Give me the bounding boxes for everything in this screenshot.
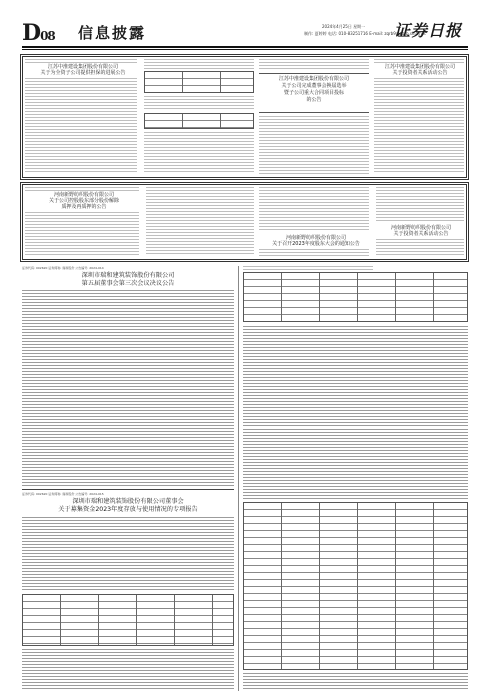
top-table-column: [144, 59, 256, 175]
editor-line: 制作: 夏婷婷 电话: 010-83251716 E-mail: zqrb9@zqrb.sina.net: [304, 31, 426, 36]
top-middle-announcement: [259, 59, 371, 175]
second-title-2: 关于公司控股股东部分股份解除: [48, 198, 119, 204]
middle-title-2: 关于公司完成董事会换届选举: [281, 83, 347, 89]
report-title-2: 关于募集资金2023年度存放与使用情况的专项报告: [58, 506, 198, 513]
second-col-2: [146, 187, 256, 257]
code-line-1: 证券代码: 002620 证券简称: 瑞和股份 公告编号: 2024-014: [22, 266, 104, 270]
top-right-announcement: [374, 59, 466, 175]
second-code-line: [25, 187, 139, 191]
middle-title-4: 的公告: [306, 97, 322, 103]
masthead-rule: [22, 46, 468, 48]
right-table-caption: [243, 266, 373, 270]
main-right-content: [243, 266, 468, 691]
second-announcement-block: [20, 182, 469, 262]
middle-intro: [259, 59, 369, 71]
second-right-intro: [376, 187, 464, 221]
fund-usage-table: [22, 594, 234, 646]
date-line: 2024年4月25日 星期一: [322, 24, 366, 29]
report-title-1: 深圳市瑞和建筑装饰股份有限公司董事会: [72, 498, 184, 505]
announcement-title-2: 关于为全资子公司提供担保的进展公告: [40, 70, 126, 76]
right-body-2: [243, 429, 468, 499]
second-title-3: 质押及再质押的公告: [61, 204, 107, 210]
second-right-title-1: 河南新野纺织股份有限公司: [390, 225, 451, 231]
top-left-announcement: [25, 59, 141, 175]
second-right-title-2: 关于投资者关系活动公告: [393, 231, 449, 237]
table-notes: [144, 96, 254, 110]
second-middle-title-1: 河南新野纺织股份有限公司: [285, 235, 346, 241]
code-line-2: 证券代码: 002620 证券简称: 瑞和股份 公告编号: 2024-015: [22, 492, 104, 496]
announcement-title-1: 江苏中淮建设集团股份有限公司: [47, 64, 118, 70]
second-right-announcement: [376, 187, 466, 257]
second-left-body: [25, 212, 139, 256]
right-body: [374, 78, 464, 173]
announcement-body: [25, 78, 137, 173]
second-title-1: 河南新野纺织股份有限公司: [53, 192, 114, 198]
report-body-2: [22, 649, 234, 689]
section-title: 信息披露: [78, 24, 147, 42]
code-line: [25, 59, 137, 63]
masthead-rule-thin: [22, 49, 468, 50]
main-left-announcement: [22, 266, 234, 691]
guarantee-table-2: [144, 113, 254, 129]
middle-title-block: [259, 73, 369, 113]
fund-usage-comparison-table: [243, 502, 468, 670]
second-middle-title-2: 关于召开2023年度股东大会的通知公告: [272, 241, 360, 247]
middle-title-1: 江苏中淮建设集团股份有限公司: [278, 76, 349, 82]
middle-title-3: 暨子公司重大合同项目投标: [283, 90, 344, 96]
table-intro: [144, 59, 254, 69]
top-announcement-block: [20, 54, 469, 180]
second-col-2-body: [146, 187, 254, 255]
page-number: D08: [22, 20, 55, 46]
second-middle-announcement: [259, 187, 373, 257]
report-body: [22, 517, 234, 591]
guarantee-table: [144, 71, 254, 93]
newspaper-logo: 证券日报: [393, 21, 462, 40]
second-middle-body: [259, 187, 369, 231]
right-body-1: [243, 326, 468, 426]
middle-body: [259, 116, 369, 174]
main-title-1: 深圳市瑞和建筑装饰股份有限公司: [81, 272, 175, 279]
section-divider: [22, 489, 234, 490]
right-title-1: 江苏中淮建设集团股份有限公司: [384, 64, 455, 70]
fund-account-table: [243, 272, 468, 322]
column-divider: [238, 266, 239, 691]
second-right-body: [376, 239, 464, 256]
right-footnotes: [243, 673, 468, 691]
right-code-line: [374, 59, 464, 63]
table-body: [144, 132, 254, 174]
second-middle-tail: [259, 249, 369, 256]
right-title-2: 关于投资者关系活动公告: [392, 70, 448, 76]
resolution-body: [22, 290, 234, 486]
main-title-2: 第五届董事会第三次会议决议公告: [81, 280, 175, 287]
second-left-announcement: [25, 187, 143, 257]
